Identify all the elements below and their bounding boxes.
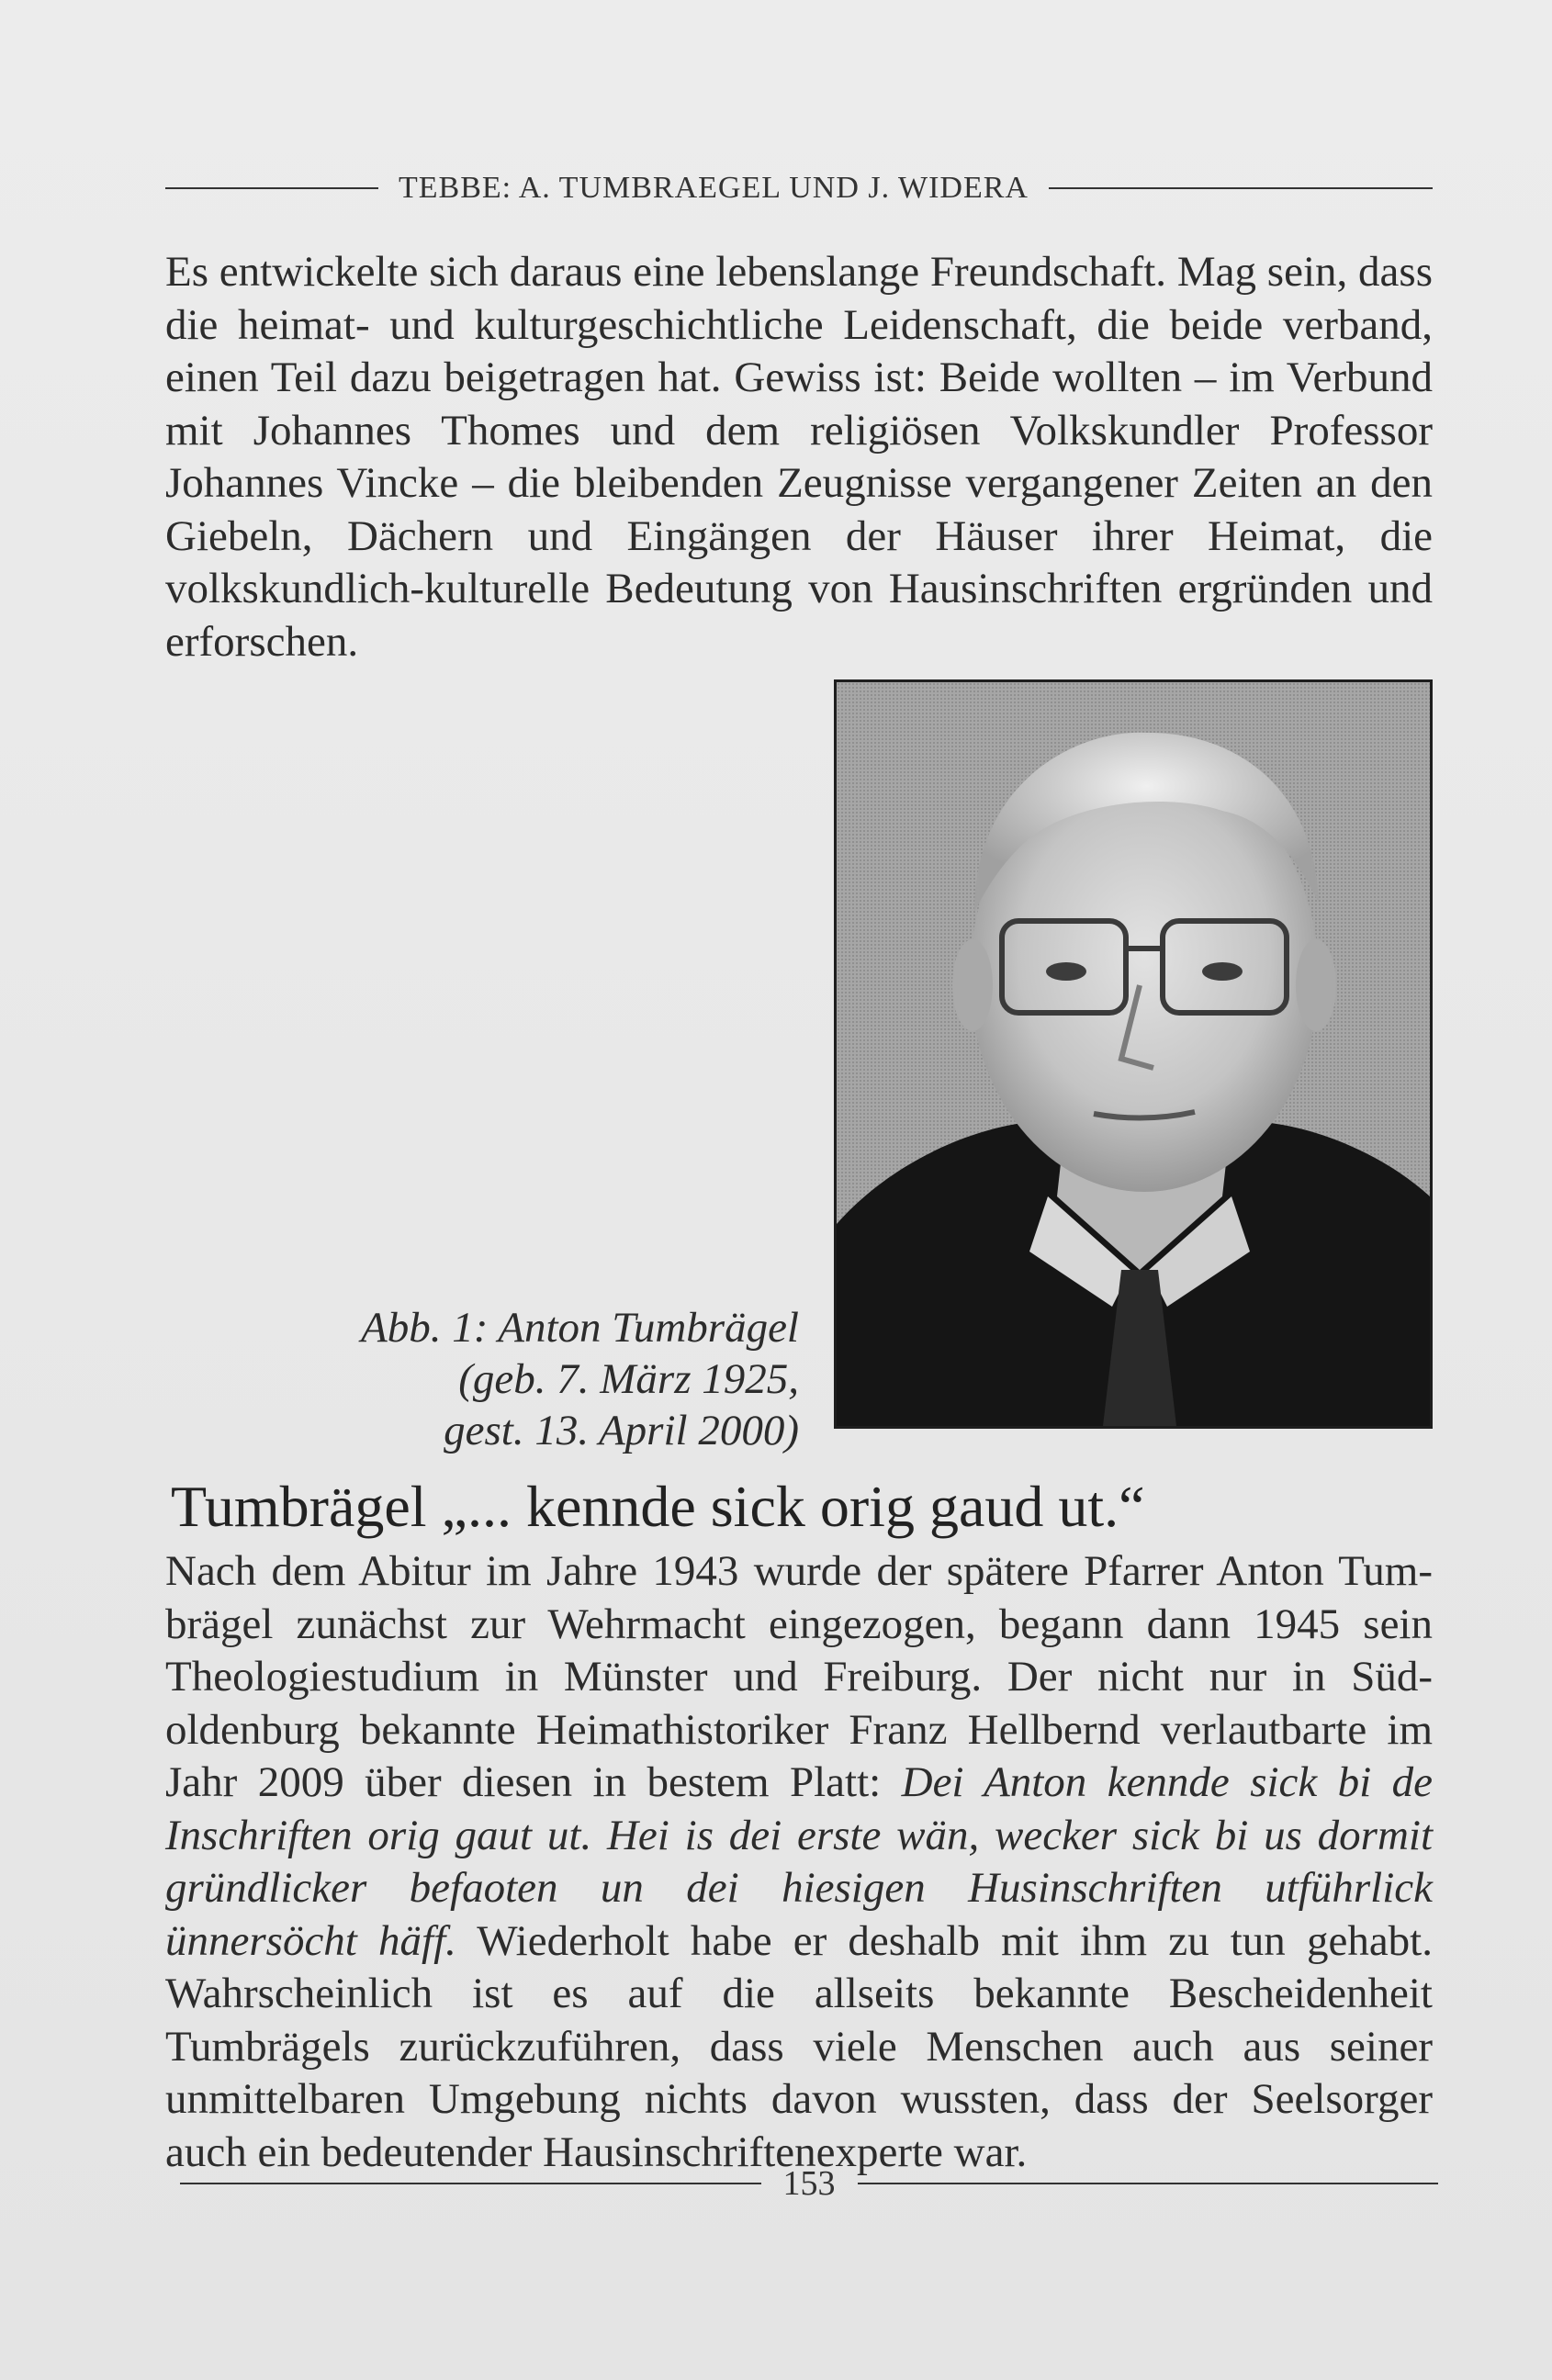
body-paragraph bbox=[165, 1545, 1433, 2179]
figure-caption-line-2: (geb. 7. März 1925, bbox=[458, 1355, 799, 1403]
running-head-text: TEBBE: A. TUMBRAEGEL UND J. WIDERA bbox=[399, 171, 1029, 205]
portrait-photo bbox=[834, 679, 1433, 1429]
running-head bbox=[165, 171, 1433, 206]
body-text-part-1: Nach dem Abitur im Jahre 1943 wurde der spätere Pfarrer Anton Tumbrägel zunächst zur Wehrmacht eingezogen, begann dann 1945 sein Theologiestudium in Münster und Freiburg. Der nicht nur in Südoldenburg bekannte Heimathistoriker Franz Hellbernd verlautbarte im Jahr 2009 über diesen in bestem Platt: bbox=[165, 1547, 1433, 1806]
intro-paragraph: Es entwickelte sich daraus eine lebenslange Freundschaft. Mag sein, dass die heimat- und kulturgeschichtliche Leidenschaft, die beide verband, einen Teil dazu beigetragen hat. Gewiss ist: Beide wollten – im Verbund mit Johannes Thomes und dem religiösen Volkskundler Professor Johannes Vincke – die bleibenden Zeugnisse vergangener Zeiten an den Giebeln, Dächern und Eingängen der Häuser ihrer Heimat, die volkskundlich-kulturelle Bedeutung von Hausinschriften ergründen und erforschen. bbox=[165, 248, 1433, 666]
page-footer bbox=[180, 2163, 1438, 2204]
footer-rule-left bbox=[180, 2183, 761, 2184]
figure-caption-line-1: Abb. 1: Anton Tumbrägel bbox=[361, 1304, 799, 1352]
platt-quote: Dei Anton kennde sick bi de Inschriften orig gaut ut. Hei is dei erste wän, wecker sick bi us dormit gründlicker befaoten un dei hiesigen Husinschriften utführlick ünnersöcht häff. bbox=[165, 1758, 1433, 1965]
portrait-illustration bbox=[837, 682, 1430, 1426]
body-text-part-2: Wiederholt habe er deshalb mit ihm zu tun gehabt. Wahrscheinlich ist es auf die allseits bekannte Bescheidenheit Tumbrägels zurückzuführen, dass viele Menschen auch aus seiner unmittelbaren Umgebung nichts davon wussten, dass der Seelsorger auch ein bedeutender Hausinschriftenexperte war. bbox=[165, 1916, 1433, 2176]
running-head-rule-right bbox=[1049, 187, 1433, 189]
running-head-rule-left bbox=[165, 187, 378, 189]
figure-caption bbox=[303, 1302, 799, 1456]
section-heading: Tumbrägel „... kennde sick orig gaud ut.“ bbox=[171, 1474, 1145, 1539]
figure-caption-line-3: gest. 13. April 2000) bbox=[444, 1407, 799, 1454]
footer-rule-right bbox=[858, 2183, 1439, 2184]
page-number: 153 bbox=[782, 2164, 836, 2203]
